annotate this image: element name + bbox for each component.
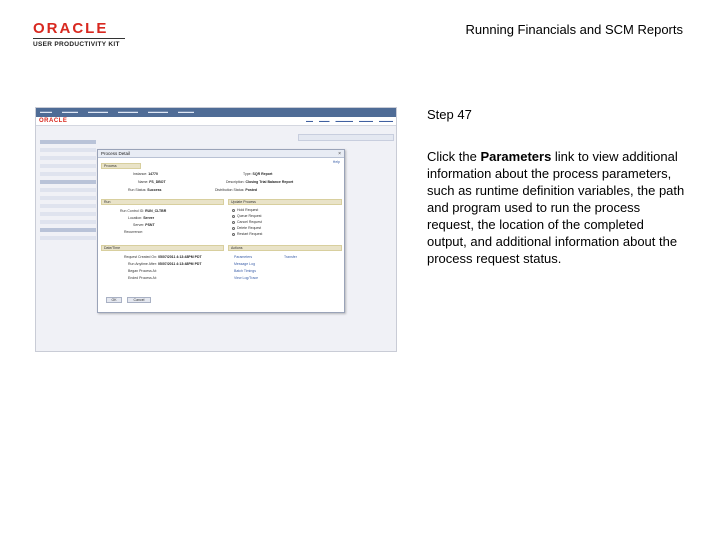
actions-section-header: Actions bbox=[228, 245, 342, 251]
run-anytime-field: Run Anytime After: 05/07/2011 4:13:48PM PDT bbox=[128, 262, 202, 266]
parameters-link[interactable]: Parameters bbox=[234, 255, 253, 259]
toplink: ▬▬▬▬ bbox=[379, 119, 393, 123]
bg-row bbox=[40, 172, 96, 176]
description-field: Description: Closing Trial Balance Report bbox=[226, 180, 294, 184]
radio-queue-label: Queue Request bbox=[237, 214, 262, 218]
application-screenshot bbox=[35, 107, 397, 352]
bg-row bbox=[40, 196, 96, 200]
bg-row bbox=[40, 180, 96, 184]
run-section-header: Run bbox=[101, 199, 224, 205]
bg-row bbox=[40, 236, 96, 240]
radio-hold[interactable] bbox=[232, 209, 235, 212]
logo-subtitle: USER PRODUCTIVITY KIT bbox=[33, 41, 120, 48]
oracle-upk-logo bbox=[33, 22, 128, 48]
datetime-section-header: Date/Time bbox=[101, 245, 224, 251]
location-field: Location: Server bbox=[128, 216, 155, 220]
recurrence-field: Recurrence: bbox=[124, 230, 144, 234]
bg-row bbox=[40, 156, 96, 160]
batch-timings-link[interactable]: Batch Timings bbox=[234, 269, 256, 273]
type-field: Type: SQR Report bbox=[243, 172, 273, 176]
message-log-link[interactable]: Message Log bbox=[234, 262, 256, 266]
request-created-field: Request Created On: 05/07/2011 4:13:48PM PDT bbox=[124, 255, 202, 259]
help-link[interactable]: Help bbox=[332, 160, 340, 164]
ok-button[interactable]: OK bbox=[106, 297, 122, 303]
toplink: ▬▬ bbox=[306, 119, 313, 123]
view-log-link[interactable]: View Log/Trace bbox=[234, 276, 259, 280]
app-logo: ORACLE bbox=[39, 118, 68, 124]
process-section-header: Process bbox=[101, 163, 141, 169]
bg-row bbox=[40, 212, 96, 216]
bg-row bbox=[40, 220, 96, 224]
transfer-link[interactable]: Transfer bbox=[284, 255, 297, 259]
page-title: Running Financials and SCM Reports bbox=[465, 22, 683, 37]
logo-divider bbox=[33, 38, 125, 39]
bg-row bbox=[40, 188, 96, 192]
name-field: Name: FS_DBOT bbox=[138, 180, 166, 184]
instance-field: Instance: 14770 bbox=[133, 172, 158, 176]
app-background-list bbox=[38, 136, 98, 348]
app-pathbar bbox=[298, 134, 394, 141]
toplink: ▬▬▬▬▬ bbox=[335, 119, 353, 123]
process-detail-dialog bbox=[97, 149, 345, 313]
menu-decor: ▬▬▬▬ bbox=[178, 109, 194, 114]
bg-row bbox=[40, 164, 96, 168]
bg-row bbox=[40, 204, 96, 208]
radio-cancel-label: Cancel Request bbox=[237, 220, 262, 224]
run-status-field: Run Status: Success bbox=[128, 188, 162, 192]
step-description bbox=[427, 148, 687, 267]
bg-row bbox=[40, 148, 96, 152]
distribution-status-field: Distribution Status: Posted bbox=[215, 188, 258, 192]
radio-queue[interactable] bbox=[232, 215, 235, 218]
desc-after: link to view additional information about the process parameters, such as runtime definition variables, the path and program used to run the process request, the location of the completed output, and additional information about the process request status. bbox=[427, 149, 685, 266]
run-control-field: Run Control ID: RUN_CLTBR bbox=[120, 209, 167, 213]
radio-delete[interactable] bbox=[232, 227, 235, 230]
radio-hold-label: Hold Request bbox=[237, 208, 259, 212]
menu-decor: ▬▬▬▬▬ bbox=[118, 109, 138, 114]
app-menubar bbox=[36, 108, 396, 117]
update-section-header: Update Process bbox=[228, 199, 342, 205]
menu-decor: ▬▬▬▬ bbox=[62, 109, 78, 114]
began-process-field: Began Process At: bbox=[128, 269, 157, 273]
toplink: ▬▬▬ bbox=[319, 119, 330, 123]
dialog-title: Process Detail bbox=[98, 150, 344, 158]
step-label: Step 47 bbox=[427, 107, 472, 122]
desc-before: Click the bbox=[427, 149, 481, 164]
server-field: Server: PSNT bbox=[133, 223, 155, 227]
menu-decor: ▬▬▬▬▬ bbox=[148, 109, 168, 114]
parameters-term: Parameters bbox=[480, 149, 552, 164]
menu-decor: ▬▬▬ bbox=[40, 109, 52, 114]
app-toplinks bbox=[306, 119, 393, 123]
bg-row bbox=[40, 228, 96, 232]
logo-brand: ORACLE bbox=[33, 20, 109, 37]
radio-restart-label: Restart Request bbox=[237, 232, 263, 236]
radio-cancel[interactable] bbox=[232, 221, 235, 224]
ended-process-field: Ended Process At: bbox=[128, 276, 157, 280]
radio-restart[interactable] bbox=[232, 233, 235, 236]
radio-delete-label: Delete Request bbox=[237, 226, 262, 230]
toplink: ▬▬▬▬ bbox=[359, 119, 373, 123]
cancel-button[interactable]: Cancel bbox=[127, 297, 151, 303]
bg-row bbox=[40, 140, 96, 144]
close-icon[interactable]: × bbox=[338, 151, 341, 157]
menu-decor: ▬▬▬▬▬ bbox=[88, 109, 108, 114]
app-subbar bbox=[36, 117, 396, 126]
